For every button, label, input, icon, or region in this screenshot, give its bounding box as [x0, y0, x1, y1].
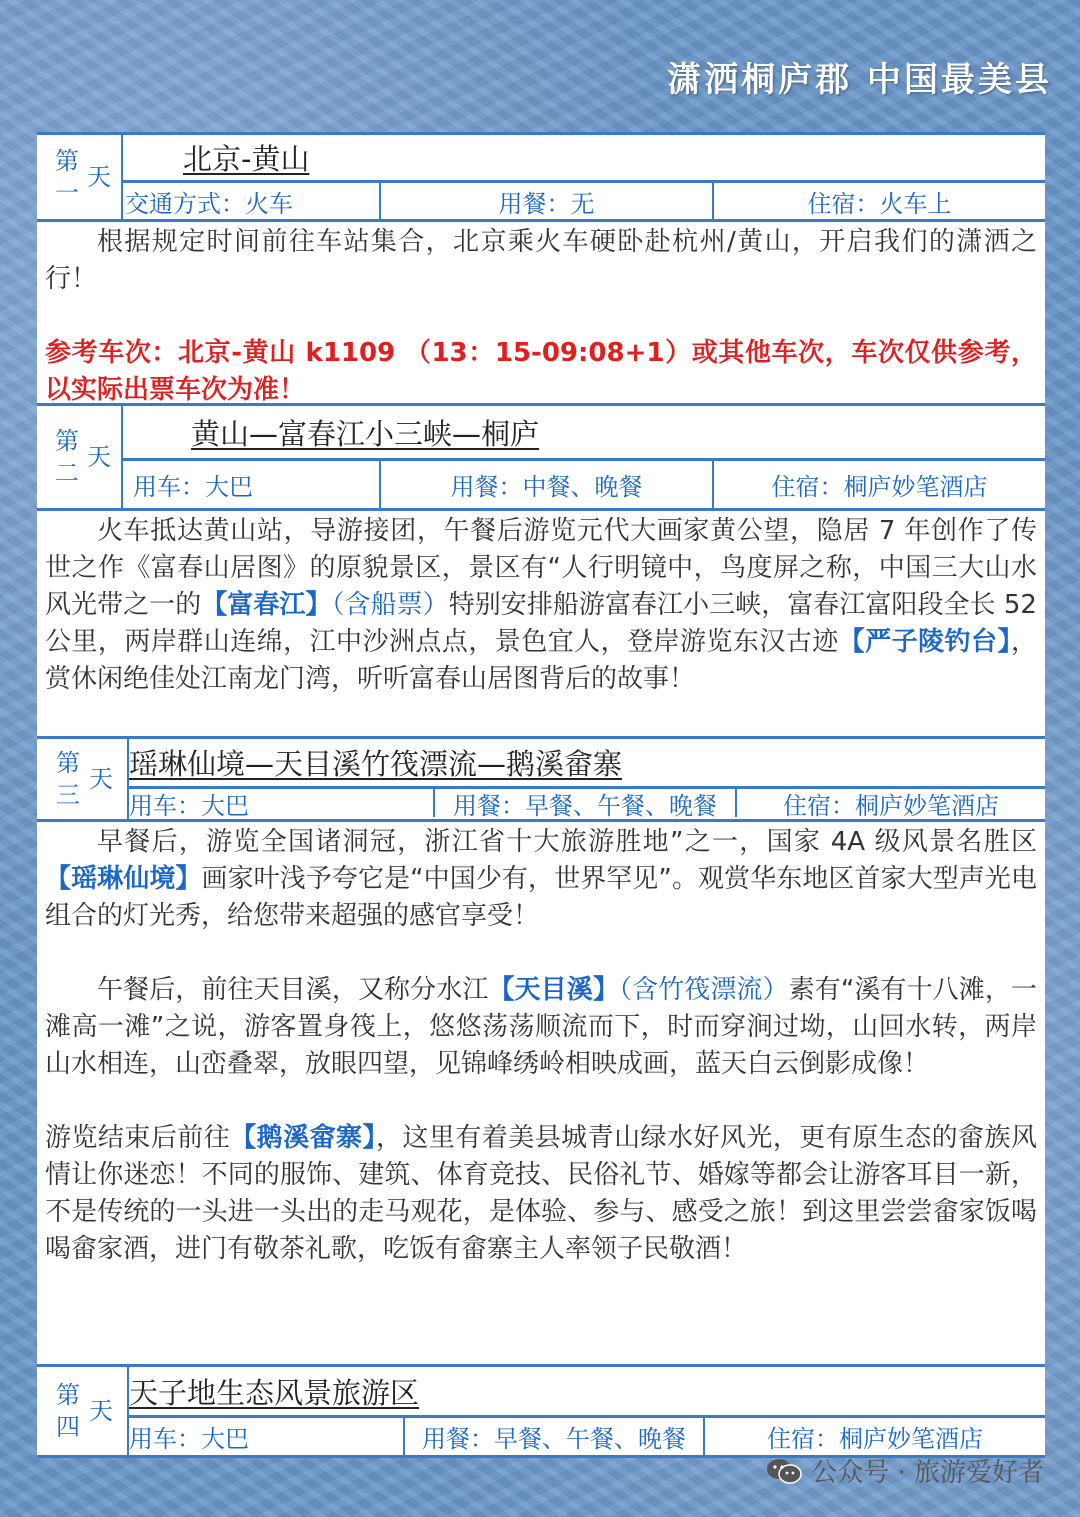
day-1-transport: 交通方式：火车	[125, 189, 293, 218]
day-3-p2-text-a: 午餐后，前往天目溪，又称分水江	[97, 975, 489, 1005]
day-2-transport: 用车：大巴	[133, 473, 253, 501]
itinerary-document	[37, 132, 1045, 1458]
day-2-highlight-fuchunjiang: 【富春江】	[201, 590, 332, 620]
day-1-train-note: 参考车次：北京-黄山 k1109 （13：15-09:08+1）或其他车次，车次仅供参考，以实际出票车次为准！	[45, 338, 1037, 405]
day-2-header	[37, 403, 1045, 511]
day-1-paragraph: 根据规定时间前往车站集合，北京乘火车硬卧赴杭州/黄山，开启我们的潇洒之行！	[45, 227, 1037, 294]
day-4-stay: 住宿：桐庐妙笔酒店	[703, 1418, 1045, 1455]
day-3-p2-text-b: 素有“溪有十八滩，一滩高一滩”之说，游客置身筏上，悠悠荡荡顺流而下，时而穿涧过坳，山回水转，两岸山水相连，山峦叠翠，放眼四望，见锦峰绣岭相映成画，蓝天白云倒影成像！	[45, 975, 1037, 1079]
day-3-transport: 用车：大巴	[129, 791, 249, 817]
day-2-highlight-ticket: （含船票）	[331, 590, 449, 620]
day-3-content	[37, 822, 1045, 1364]
day-3-paragraph-3	[45, 1120, 1037, 1268]
day-1-header	[37, 132, 1045, 222]
day-3-paragraph-1	[45, 824, 1037, 935]
day-3-highlight-shezhai: 【鹅溪畲寨】	[230, 1123, 376, 1153]
day-3-p3-text-a: 游览结束后前往	[45, 1123, 231, 1153]
day-2-text-b: 特别安排船游富春江小三峡，富春江富阳段全长 52 公里，两岸群山连绵，江中沙洲点点，景色宜人，登岸游览东汉古迹	[45, 590, 1037, 657]
watermark-text: 公众号 · 旅游爱好者	[811, 1458, 1044, 1488]
day-4-meals: 用餐：早餐、午餐、晚餐	[403, 1418, 703, 1455]
day-2-route: 黄山—富春江小三峡—桐庐	[123, 406, 1045, 461]
day-3-highlight-yaolin: 【瑶琳仙境】	[45, 864, 202, 894]
day-2-content	[37, 511, 1045, 736]
day-3-highlight-rafting: （含竹筏漂流）	[618, 975, 789, 1005]
day-1-meals: 用餐：无	[379, 183, 712, 219]
day-3-header	[37, 736, 1045, 822]
day-4-label: 第四 天	[56, 1381, 113, 1441]
day-3-meals: 用餐：早餐、午餐、晚餐	[433, 789, 735, 817]
watermark	[765, 1452, 1044, 1489]
day-3-route: 瑶琳仙境—天目溪竹筏漂流—鹅溪畲寨	[129, 739, 1045, 789]
day-1-stay: 住宿：火车上	[712, 183, 1045, 219]
day-2-stay: 住宿：桐庐妙笔酒店	[712, 461, 1045, 508]
day-2-highlight-yanziling: 【严子陵钓台】	[838, 627, 1011, 657]
day-3-stay: 住宿：桐庐妙笔酒店	[735, 789, 1045, 817]
day-2-text-a: 火车抵达黄山站，导游接团，午餐后游览元代大画家黄公望，隐居 7 年创作了传世之作《富春山居图》的原貌景区，景区有“人行明镜中，鸟度屏之称，中国三大山水风光带之一的	[45, 516, 1037, 620]
day-3-p1-text-a: 早餐后，游览全国诸洞冠，浙江省十大旅游胜地”之一，国家 4A 级风景名胜区	[97, 827, 1037, 857]
day-2-paragraph	[45, 513, 1037, 698]
day-1-content	[37, 222, 1045, 403]
day-3-label: 第三 天	[56, 749, 113, 809]
day-3-p1-text-b: 画家叶浅予夸它是“中国少有，世界罕见”。观赏华东地区首家大型声光电组合的灯光秀，给您带来超强的感官享受！	[45, 864, 1037, 931]
day-3-p3-text-b: ，这里有着美县城青山绿水好风光，更有原生态的畲族风情让你迷恋！不同的服饰、建筑、体育竞技、民俗礼节、婚嫁等都会让游客耳目一新，不是传统的一头进一头出的走马观花，是体验、参与、感受之旅！到这里尝尝畲家饭喝喝畲家酒，进门有敬茶礼歌，吃饭有畲寨主人率领子民敬酒！	[45, 1123, 1037, 1264]
day-2-meals: 用餐：中餐、晚餐	[379, 461, 712, 508]
wechat-icon	[765, 1457, 803, 1485]
day-2-text-c: ，赏休闲绝佳处江南龙门湾，听听富春山居图背后的故事！	[45, 627, 1037, 694]
day-4-route: 天子地生态风景旅游区	[129, 1367, 1045, 1418]
day-4-transport: 用车：大巴	[129, 1425, 249, 1453]
day-2-label: 第二 天	[37, 406, 123, 508]
day-1-label: 第一 天	[37, 135, 123, 219]
day-4-header	[37, 1364, 1045, 1458]
day-3-highlight-tianmuxi: 【天目溪】	[488, 975, 619, 1005]
day-3-paragraph-2	[45, 972, 1037, 1083]
header-slogan: 潇洒桐庐郡 中国最美县	[667, 60, 1052, 100]
day-1-route: 北京-黄山	[123, 135, 1045, 183]
